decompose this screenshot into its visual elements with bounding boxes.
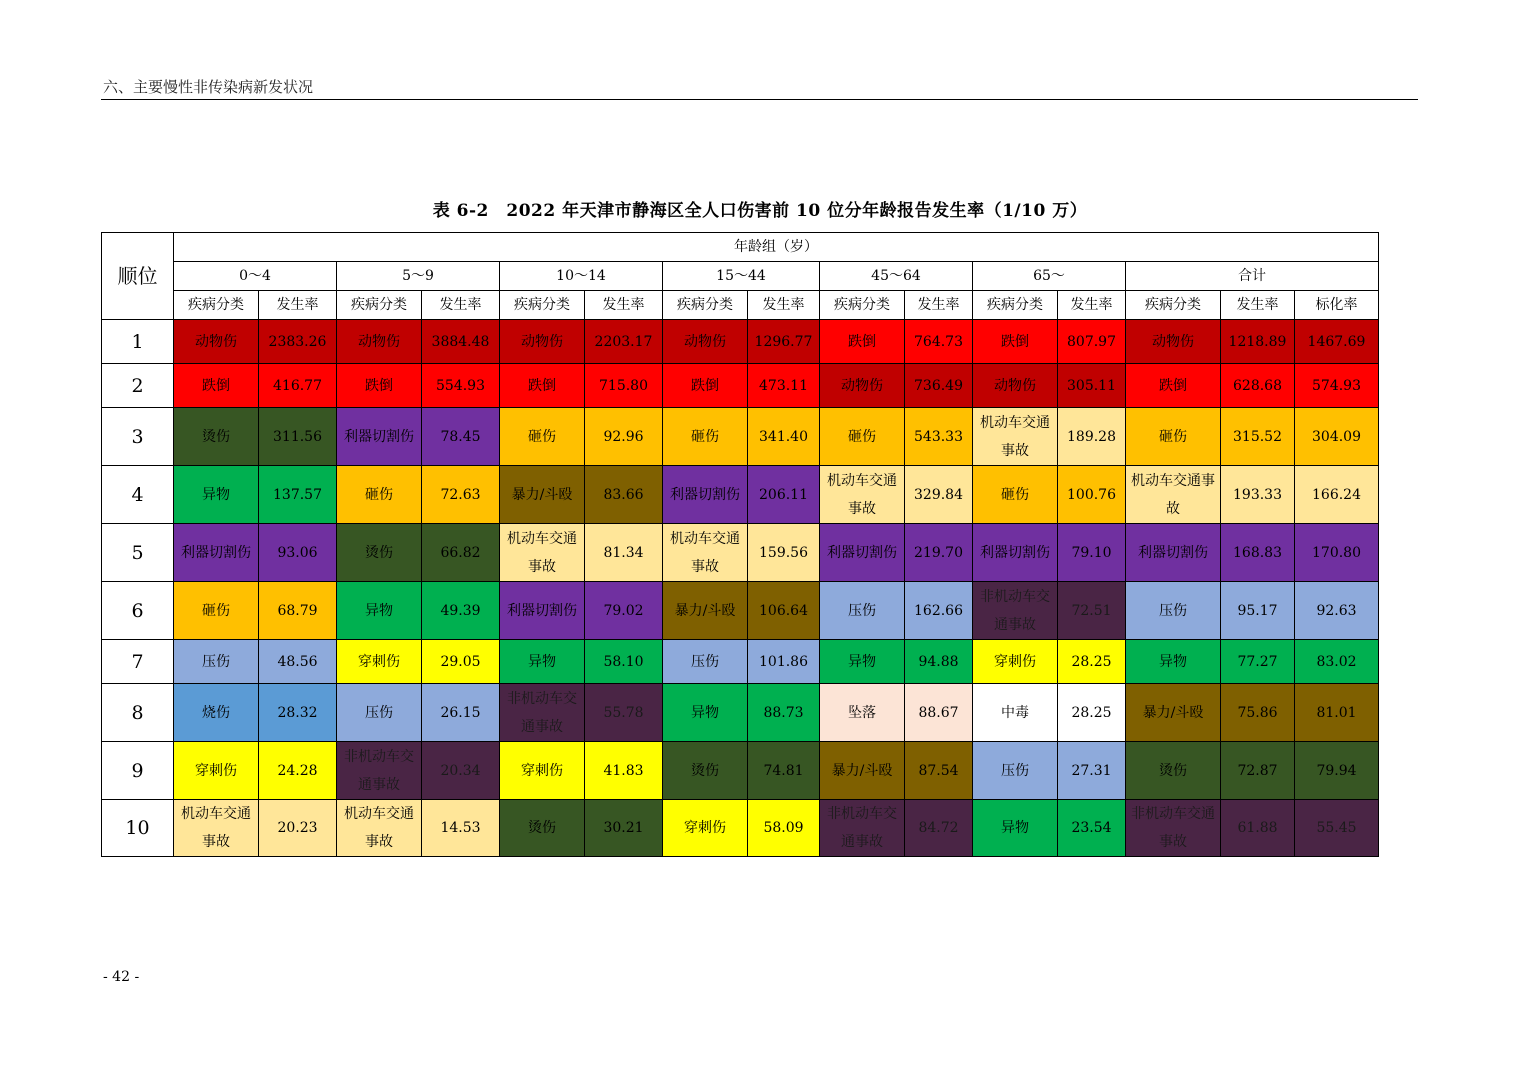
sub-header-rate: 发生率 [585,291,663,320]
sub-header-rate: 发生率 [1058,291,1126,320]
disease-cell: 异物 [820,640,905,684]
disease-cell: 坠落 [820,684,905,742]
table-row [102,408,1379,466]
table-row [102,640,1379,684]
rank-cell: 6 [102,582,174,640]
rate-cell: 106.64 [748,582,820,640]
table-row [102,742,1379,800]
disease-cell: 异物 [663,684,748,742]
rate-cell: 77.27 [1221,640,1295,684]
rate-cell: 628.68 [1221,364,1295,408]
rate-cell: 49.39 [422,582,500,640]
rate-cell: 68.79 [259,582,337,640]
header-divider [101,99,1418,100]
rank-cell: 2 [102,364,174,408]
disease-cell: 非机动车交通事故 [1126,800,1221,857]
rate-cell: 168.83 [1221,524,1295,582]
rank-cell: 5 [102,524,174,582]
disease-cell: 跌倒 [500,364,585,408]
rate-cell: 79.10 [1058,524,1126,582]
std-rate-cell: 92.63 [1295,582,1379,640]
table-title: 表 6-2 2022 年天津市静海区全人口伤害前 10 位分年龄报告发生率（1/10 万） [432,201,1088,221]
rate-cell: 101.86 [748,640,820,684]
rate-cell: 416.77 [259,364,337,408]
disease-cell: 动物伤 [663,320,748,364]
rate-cell: 93.06 [259,524,337,582]
disease-cell: 跌倒 [174,364,259,408]
rate-cell: 24.28 [259,742,337,800]
disease-cell: 非机动车交通事故 [820,800,905,857]
disease-cell: 利器切割伤 [973,524,1058,582]
disease-cell: 非机动车交通事故 [973,582,1058,640]
table-row [102,320,1379,364]
disease-cell: 机动车交通事故 [973,408,1058,466]
disease-cell: 烫伤 [500,800,585,857]
rate-cell: 20.34 [422,742,500,800]
sub-header-rate: 发生率 [1221,291,1295,320]
rate-cell: 1218.89 [1221,320,1295,364]
rate-cell: 473.11 [748,364,820,408]
rank-cell: 9 [102,742,174,800]
rate-cell: 79.02 [585,582,663,640]
std-rate-cell: 79.94 [1295,742,1379,800]
disease-cell: 动物伤 [174,320,259,364]
disease-cell: 动物伤 [973,364,1058,408]
rank-cell: 7 [102,640,174,684]
disease-cell: 异物 [973,800,1058,857]
disease-cell: 利器切割伤 [500,582,585,640]
rate-cell: 2383.26 [259,320,337,364]
disease-cell: 异物 [174,466,259,524]
disease-cell: 暴力/斗殴 [1126,684,1221,742]
rank-header: 顺位 [102,233,174,320]
disease-cell: 砸伤 [337,466,422,524]
rate-cell: 807.97 [1058,320,1126,364]
disease-cell: 中毒 [973,684,1058,742]
disease-cell: 动物伤 [820,364,905,408]
rate-cell: 3884.48 [422,320,500,364]
rank-cell: 3 [102,408,174,466]
rate-cell: 100.76 [1058,466,1126,524]
disease-cell: 烫伤 [337,524,422,582]
sub-header-disease: 疾病分类 [820,291,905,320]
rate-cell: 329.84 [905,466,973,524]
disease-cell: 非机动车交通事故 [500,684,585,742]
age-group-2: 10～14 [500,262,663,291]
rate-cell: 75.86 [1221,684,1295,742]
rate-cell: 72.51 [1058,582,1126,640]
disease-cell: 跌倒 [1126,364,1221,408]
rate-cell: 72.87 [1221,742,1295,800]
std-rate-cell: 81.01 [1295,684,1379,742]
std-rate-cell: 83.02 [1295,640,1379,684]
age-group-3: 15～44 [663,262,820,291]
rate-cell: 41.83 [585,742,663,800]
rate-cell: 543.33 [905,408,973,466]
std-rate-cell: 574.93 [1295,364,1379,408]
page-header: 六、主要慢性非传染病新发状况 [103,78,314,96]
sub-header-rate: 发生率 [259,291,337,320]
rate-cell: 55.78 [585,684,663,742]
rate-cell: 30.21 [585,800,663,857]
std-rate-cell: 1467.69 [1295,320,1379,364]
age-group-header: 年龄组（岁） [174,233,1379,262]
disease-cell: 利器切割伤 [337,408,422,466]
rate-cell: 27.31 [1058,742,1126,800]
rate-cell: 20.23 [259,800,337,857]
rate-cell: 84.72 [905,800,973,857]
std-rate-cell: 55.45 [1295,800,1379,857]
rate-cell: 26.15 [422,684,500,742]
table-row [102,800,1379,857]
disease-cell: 跌倒 [820,320,905,364]
std-rate-cell: 166.24 [1295,466,1379,524]
disease-cell: 压伤 [174,640,259,684]
rate-cell: 94.88 [905,640,973,684]
disease-cell: 穿刺伤 [174,742,259,800]
rate-cell: 72.63 [422,466,500,524]
rate-cell: 219.70 [905,524,973,582]
disease-cell: 异物 [337,582,422,640]
disease-cell: 跌倒 [973,320,1058,364]
disease-cell: 机动车交通事故 [1126,466,1221,524]
disease-cell: 暴力/斗殴 [820,742,905,800]
disease-cell: 穿刺伤 [973,640,1058,684]
rate-cell: 58.09 [748,800,820,857]
table-row [102,524,1379,582]
rate-cell: 29.05 [422,640,500,684]
disease-cell: 异物 [1126,640,1221,684]
rate-cell: 193.33 [1221,466,1295,524]
sub-header-disease: 疾病分类 [663,291,748,320]
rate-cell: 48.56 [259,640,337,684]
disease-cell: 机动车交通事故 [820,466,905,524]
disease-cell: 异物 [500,640,585,684]
rate-cell: 92.96 [585,408,663,466]
rate-cell: 189.28 [1058,408,1126,466]
disease-cell: 利器切割伤 [174,524,259,582]
injury-rate-table [101,232,1379,857]
disease-cell: 压伤 [1126,582,1221,640]
rank-cell: 10 [102,800,174,857]
sub-header-rate: 发生率 [748,291,820,320]
sub-header-rate: 发生率 [422,291,500,320]
rate-cell: 23.54 [1058,800,1126,857]
table-row [102,684,1379,742]
disease-cell: 机动车交通事故 [337,800,422,857]
rate-cell: 28.25 [1058,684,1126,742]
rate-cell: 81.34 [585,524,663,582]
rate-cell: 87.54 [905,742,973,800]
rate-cell: 162.66 [905,582,973,640]
disease-cell: 穿刺伤 [337,640,422,684]
page-number: - 42 - [103,969,140,985]
rate-cell: 74.81 [748,742,820,800]
disease-cell: 压伤 [820,582,905,640]
rate-cell: 305.11 [1058,364,1126,408]
rate-cell: 88.67 [905,684,973,742]
rate-cell: 58.10 [585,640,663,684]
rate-cell: 61.88 [1221,800,1295,857]
disease-cell: 穿刺伤 [500,742,585,800]
rate-cell: 315.52 [1221,408,1295,466]
table-row [102,582,1379,640]
rate-cell: 764.73 [905,320,973,364]
rate-cell: 83.66 [585,466,663,524]
rate-cell: 14.53 [422,800,500,857]
sub-header-disease: 疾病分类 [973,291,1058,320]
sub-header-std-rate: 标化率 [1295,291,1379,320]
disease-cell: 砸伤 [973,466,1058,524]
sub-header-disease: 疾病分类 [174,291,259,320]
disease-cell: 跌倒 [663,364,748,408]
disease-cell: 暴力/斗殴 [663,582,748,640]
disease-cell: 暴力/斗殴 [500,466,585,524]
disease-cell: 机动车交通事故 [663,524,748,582]
disease-cell: 砸伤 [820,408,905,466]
rate-cell: 78.45 [422,408,500,466]
disease-cell: 烫伤 [1126,742,1221,800]
rate-cell: 715.80 [585,364,663,408]
sub-header-disease: 疾病分类 [500,291,585,320]
table-row [102,364,1379,408]
disease-cell: 利器切割伤 [1126,524,1221,582]
disease-cell: 穿刺伤 [663,800,748,857]
disease-cell: 非机动车交通事故 [337,742,422,800]
disease-cell: 压伤 [973,742,1058,800]
rank-cell: 1 [102,320,174,364]
disease-cell: 跌倒 [337,364,422,408]
rate-cell: 554.93 [422,364,500,408]
disease-cell: 烫伤 [174,408,259,466]
disease-cell: 压伤 [663,640,748,684]
sub-header-disease: 疾病分类 [1126,291,1221,320]
disease-cell: 砸伤 [174,582,259,640]
rate-cell: 95.17 [1221,582,1295,640]
disease-cell: 砸伤 [663,408,748,466]
rate-cell: 311.56 [259,408,337,466]
disease-cell: 砸伤 [500,408,585,466]
disease-cell: 动物伤 [1126,320,1221,364]
disease-cell: 砸伤 [1126,408,1221,466]
rate-cell: 159.56 [748,524,820,582]
sub-header-rate: 发生率 [905,291,973,320]
disease-cell: 利器切割伤 [820,524,905,582]
rank-cell: 8 [102,684,174,742]
age-group-1: 5～9 [337,262,500,291]
disease-cell: 烧伤 [174,684,259,742]
disease-cell: 机动车交通事故 [500,524,585,582]
std-rate-cell: 304.09 [1295,408,1379,466]
rate-cell: 341.40 [748,408,820,466]
disease-cell: 机动车交通事故 [174,800,259,857]
rate-cell: 1296.77 [748,320,820,364]
rate-cell: 137.57 [259,466,337,524]
rate-cell: 206.11 [748,466,820,524]
std-rate-cell: 170.80 [1295,524,1379,582]
age-group-0: 0～4 [174,262,337,291]
age-group-6: 合计 [1126,262,1379,291]
rate-cell: 28.25 [1058,640,1126,684]
disease-cell: 动物伤 [500,320,585,364]
age-group-4: 45～64 [820,262,973,291]
rate-cell: 736.49 [905,364,973,408]
disease-cell: 动物伤 [337,320,422,364]
rate-cell: 2203.17 [585,320,663,364]
disease-cell: 利器切割伤 [663,466,748,524]
sub-header-disease: 疾病分类 [337,291,422,320]
rate-cell: 28.32 [259,684,337,742]
age-group-5: 65～ [973,262,1126,291]
table-row [102,466,1379,524]
rank-cell: 4 [102,466,174,524]
disease-cell: 烫伤 [663,742,748,800]
rate-cell: 66.82 [422,524,500,582]
disease-cell: 压伤 [337,684,422,742]
rate-cell: 88.73 [748,684,820,742]
